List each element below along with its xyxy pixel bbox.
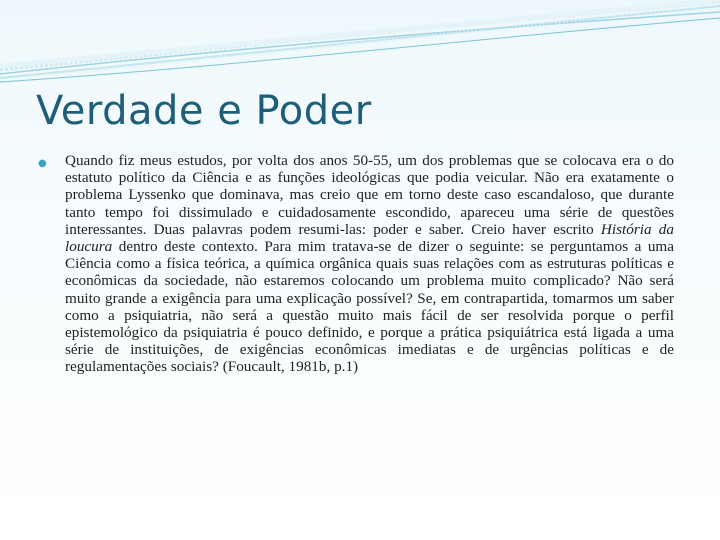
bullet-paragraph: [65, 152, 674, 376]
slide-title: Verdade e Poder: [36, 88, 372, 134]
book-title: História da loucura: [65, 220, 674, 256]
bullet-text-before: Quando fiz meus estudos, por volta dos anos 50-55, um dos problemas que se colocava era o do estatuto político da Ciência e as funções ideológicas que podia veicular. Não era exatamente o problema Lyssenko que dominava, mas creio que em torno deste caso escandaloso, que durante tanto tempo foi dissimulado e cuidadosamente escondido, apareceu uma série de questões interessantes. Duas palavras podem resumi-las: poder e saber. Creio haver escrito: [65, 152, 674, 238]
bullet-icon: ●: [38, 158, 47, 169]
bullet-list: [38, 152, 674, 376]
bullet-text-after: dentro deste contexto. Para mim tratava-se de dizer o seguinte: se perguntamos a uma Ciência como a física teórica, a química orgânica quais suas relações com as estruturas políticas e econômicas da sociedade, não estaremos colocando um problema muito complicado? Não será muito grande a exigência para uma explicação possível? Se, em contrapartida, tomarmos um saber como a psiquiatria, não será a questão muito mais fácil de ser resolvida porque o perfil epistemológico da psiquiatria é pouco definido, e porque a prática psiquiátrica está ligada a uma série de instituições, de exigências econômicas imediatas e de urgências políticas e de regulamentações sociais? (Foucault, 1981b, p.1): [65, 238, 674, 376]
decorative-swoosh: [0, 0, 720, 90]
